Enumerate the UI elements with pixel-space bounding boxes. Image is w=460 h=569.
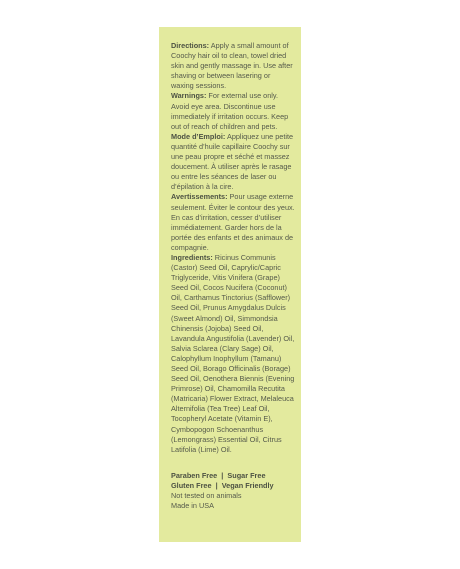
directions-heading: Directions: (171, 41, 210, 50)
ingredients-paragraph (171, 253, 295, 455)
product-label-panel (159, 27, 301, 542)
section-spacer (171, 455, 295, 471)
claims-line-made-in: Made in USA (171, 501, 214, 511)
directions-paragraph (171, 41, 295, 91)
warnings-text: For external use only. Avoid eye area. Discontinue use immediately if irritation occurs. Keep out of reach of children and pets. (171, 91, 289, 131)
avertissements-text: Pour usage externe seulement. Éviter le contour des yeux. En cas d’irritation, cesser d’utiliser immédiatement. Garder hors de la portée des enfants et des animaux de compagnie. (171, 192, 295, 252)
avertissements-paragraph (171, 192, 295, 253)
mode-emploi-heading: Mode d’Emploi: (171, 131, 226, 141)
claims-line-paraben-sugar: Paraben Free | Sugar Free (171, 470, 266, 480)
warnings-heading: Warnings: (171, 91, 207, 101)
product-claims (171, 471, 295, 511)
avertissements-heading: Avertissements: (171, 192, 228, 202)
ingredients-text: Ricinus Communis (Castor) Seed Oil, Caprylic/Capric Triglyceride, Vitis Vinifera (Grape) Seed Oil, Cocos Nucifera (Coconut) Oil, Carthamus Tinctorius (Safflower) Seed Oil, Prunus Amygdalus Dulcis (Sweet Almond) Oil, Simmondsia Chinensis (Jojoba) Seed Oil, Lavandula Angustifolia (Lavender) Oil, Salvia Sclarea (Clary Sage) Oil, Calophyllum Inophyllum (Tamanu) Seed Oil, Borago Officinalis (Borage) Seed Oil, Oenothera Biennis (Evening Primrose) Oil, Chamomilla Recutita (Matricaria) Flower Extract, Melaleuca Alternifolia (Tea Tree) Leaf Oil, Tocopheryl Acetate (Vitamin E), Cymbopogon Schoenanthus (Lemongrass) Essential Oil, Citrus Latifolia (Lime) Oil. (171, 252, 295, 454)
warnings-paragraph (171, 91, 295, 131)
claims-line-gluten-vegan: Gluten Free | Vegan Friendly (171, 480, 274, 490)
claims-line-not-tested: Not tested on animals (171, 491, 242, 501)
ingredients-heading: Ingredients: (171, 252, 213, 262)
mode-emploi-paragraph (171, 132, 295, 193)
mode-emploi-text: Appliquez une petite quantité d’huile capillaire Coochy sur une peau propre et séché et massez doucement. À utiliser après le rasage ou entre les séances de laser ou d’épilation à la cire. (171, 131, 294, 192)
directions-text: Apply a small amount of Coochy hair oil to clean, towel dried skin and gently massage in. Use after shaving or between lasering or waxing sessions. (171, 41, 293, 91)
